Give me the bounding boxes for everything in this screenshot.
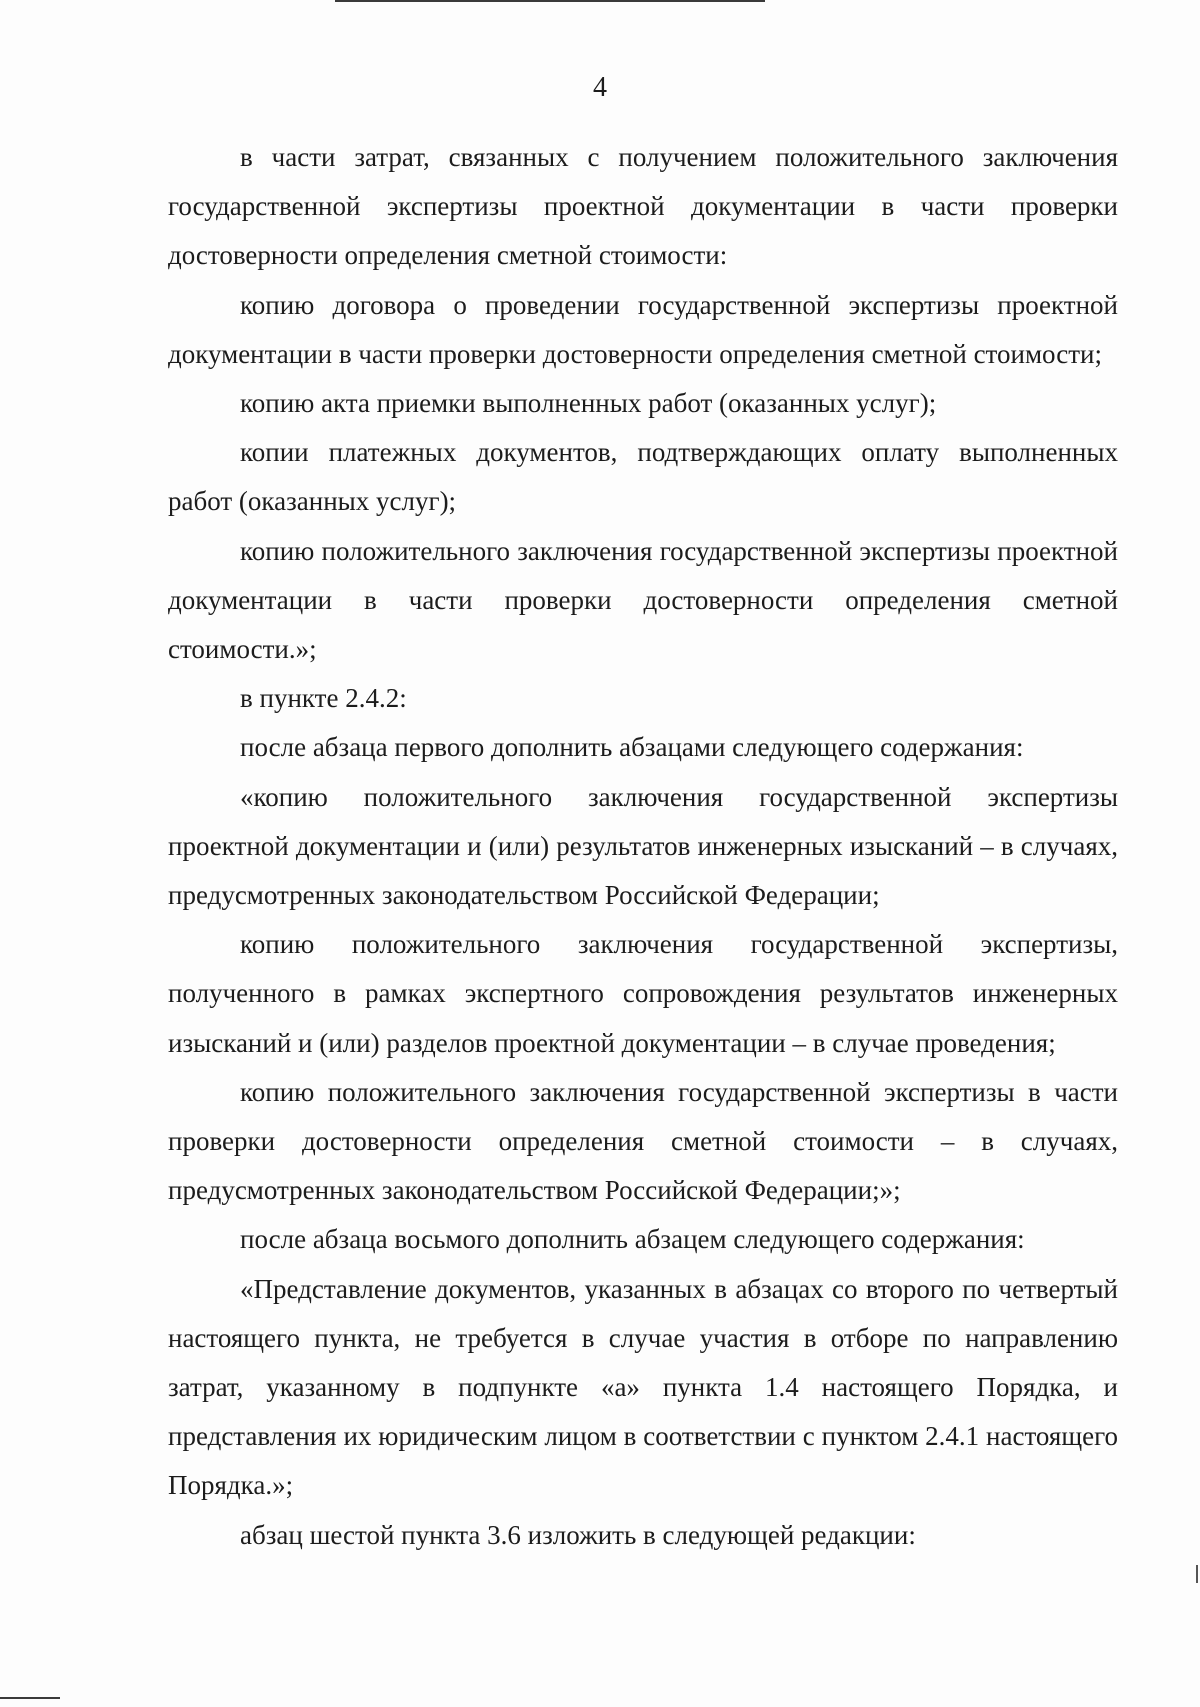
paragraph: после абзаца восьмого дополнить абзацем следующего содержания: bbox=[240, 1224, 1025, 1255]
scan-edge-line-bottom bbox=[0, 1697, 60, 1699]
paragraph: «копию положительного заключения государственной экспертизы проектной документации и (или) результатов инженерных изысканий – в случаях, предусмотренных законодательством Российской Федерации; bbox=[168, 781, 1118, 911]
paragraph: после абзаца первого дополнить абзацами следующего содержания: bbox=[240, 732, 1024, 763]
paragraph: в пункте 2.4.2: bbox=[240, 683, 407, 714]
scan-edge-mark-right bbox=[1196, 1565, 1198, 1583]
paragraph: «Представление документов, указанных в абзацах со второго по четвертый настоящего пункта, не требуется в случае участия в отборе по направлению затрат, указанному в подпункте «а» пункта 1.4 настоящего Порядка, и представления их юридическим лицом в соответствии с пунктом 2.4.1 настоящего Порядка.»; bbox=[168, 1273, 1118, 1501]
paragraph: копию положительного заключения государственной экспертизы в части проверки достоверности определения сметной стоимости – в случаях, предусмотренных законодательством Российской Федерации;»; bbox=[168, 1076, 1118, 1206]
paragraph: копию положительного заключения государственной экспертизы, полученного в рамках экспертного сопровождения результатов инженерных изысканий и (или) разделов проектной документации – в случае проведения; bbox=[168, 929, 1118, 1058]
document-body bbox=[168, 133, 1118, 1560]
page-number: 4 bbox=[593, 72, 607, 103]
paragraph: абзац шестой пункта 3.6 изложить в следующей редакции: bbox=[240, 1519, 916, 1550]
paragraph: копию акта приемки выполненных работ (оказанных услуг); bbox=[240, 388, 937, 419]
paragraph: копию договора о проведении государственной экспертизы проектной документации в части проверки достоверности определения сметной стоимости; bbox=[168, 289, 1118, 369]
scan-edge-line-top bbox=[335, 0, 765, 2]
paragraph: в части затрат, связанных с получением положительного заключения государственной экспертизы проектной документации в части проверки достоверности определения сметной стоимости: bbox=[168, 142, 1118, 271]
paragraph: копию положительного заключения государственной экспертизы проектной документации в части проверки достоверности определения сметной стоимости.»; bbox=[168, 535, 1118, 665]
paragraph: копии платежных документов, подтверждающих оплату выполненных работ (оказанных услуг); bbox=[168, 437, 1118, 517]
